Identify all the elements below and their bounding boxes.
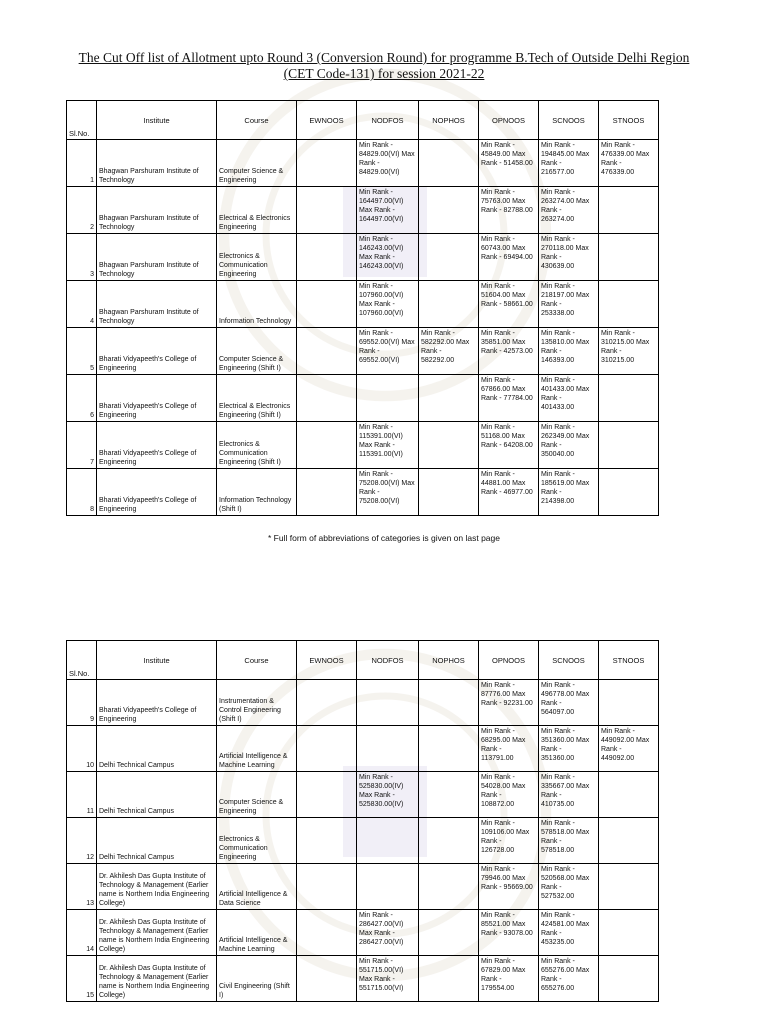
column-header-course: Course	[217, 101, 297, 140]
cell-institute: Bharati Vidyapeeth's College of Engineering	[97, 680, 217, 726]
cell-ewnoos	[297, 772, 357, 818]
cell-course: Electronics & Communication Engineering	[217, 234, 297, 281]
cell-nodfos: Min Rank - 551715.00(VI) Max Rank - 551715.00(VI)	[357, 956, 419, 1002]
cell-nophos	[419, 680, 479, 726]
table-row	[67, 818, 659, 864]
table-row	[67, 956, 659, 1002]
cell-sl: 1	[67, 140, 97, 187]
cell-opnoos: Min Rank - 87776.00 Max Rank - 92231.00	[479, 680, 539, 726]
cell-nodfos	[357, 680, 419, 726]
column-header-stnoos: STNOOS	[599, 101, 659, 140]
cell-nophos	[419, 187, 479, 234]
column-header-opnoos: OPNOOS	[479, 101, 539, 140]
cell-opnoos: Min Rank - 109106.00 Max Rank - 126728.00	[479, 818, 539, 864]
cell-scnoos: Min Rank - 424581.00 Max Rank - 453235.00	[539, 910, 599, 956]
cell-opnoos: Min Rank - 68295.00 Max Rank - 113791.00	[479, 726, 539, 772]
cell-scnoos: Min Rank - 401433.00 Max Rank - 401433.00	[539, 375, 599, 422]
cell-institute: Delhi Technical Campus	[97, 818, 217, 864]
title-line-1: The Cut Off list of Allotment upto Round 3 (Conversion Round) for programme B.Tech of Outside Delhi Region	[78, 50, 690, 65]
cell-stnoos	[599, 375, 659, 422]
table-row	[67, 864, 659, 910]
cell-course: Information Technology	[217, 281, 297, 328]
cell-sl: 15	[67, 956, 97, 1002]
cell-sl: 7	[67, 422, 97, 469]
cell-scnoos: Min Rank - 270118.00 Max Rank - 430639.00	[539, 234, 599, 281]
cell-scnoos: Min Rank - 185619.00 Max Rank - 214398.00	[539, 469, 599, 516]
cell-nodfos	[357, 818, 419, 864]
cell-institute: Bharati Vidyapeeth's College of Engineering	[97, 328, 217, 375]
cell-stnoos	[599, 234, 659, 281]
column-header-institute: Institute	[97, 641, 217, 680]
cell-nodfos: Min Rank - 164497.00(VI) Max Rank - 164497.00(VI)	[357, 187, 419, 234]
column-header-stnoos: STNOOS	[599, 641, 659, 680]
cell-opnoos: Min Rank - 75763.00 Max Rank - 82788.00	[479, 187, 539, 234]
cell-opnoos: Min Rank - 60743.00 Max Rank - 69494.00	[479, 234, 539, 281]
cell-opnoos: Min Rank - 79946.00 Max Rank - 95669.00	[479, 864, 539, 910]
cell-opnoos: Min Rank - 51168.00 Max Rank - 64208.00	[479, 422, 539, 469]
cell-nophos	[419, 422, 479, 469]
cell-scnoos: Min Rank - 262349.00 Max Rank - 350040.00	[539, 422, 599, 469]
cell-scnoos: Min Rank - 578518.00 Max Rank - 578518.00	[539, 818, 599, 864]
cell-stnoos	[599, 281, 659, 328]
cell-opnoos: Min Rank - 35851.00 Max Rank - 42573.00	[479, 328, 539, 375]
cell-institute: Dr. Akhilesh Das Gupta Institute of Technology & Management (Earlier name is Northern India Engineering College)	[97, 910, 217, 956]
cell-ewnoos	[297, 375, 357, 422]
cell-stnoos: Min Rank - 310215.00 Max Rank - 310215.00	[599, 328, 659, 375]
column-header-scnoos: SCNOOS	[539, 641, 599, 680]
cell-scnoos: Min Rank - 135810.00 Max Rank - 146393.00	[539, 328, 599, 375]
cell-sl: 5	[67, 328, 97, 375]
cell-course: Electrical & Electronics Engineering	[217, 187, 297, 234]
table-row	[67, 187, 659, 234]
cell-sl: 14	[67, 910, 97, 956]
cell-sl: 3	[67, 234, 97, 281]
cell-opnoos: Min Rank - 67866.00 Max Rank - 77784.00	[479, 375, 539, 422]
cell-ewnoos	[297, 234, 357, 281]
footnote: * Full form of abbreviations of categories is given on last page	[268, 533, 500, 543]
cell-sl: 4	[67, 281, 97, 328]
cell-nophos	[419, 818, 479, 864]
cell-ewnoos	[297, 680, 357, 726]
cell-opnoos: Min Rank - 54028.00 Max Rank - 108872.00	[479, 772, 539, 818]
cell-institute: Bhagwan Parshuram Institute of Technology	[97, 281, 217, 328]
cell-institute: Delhi Technical Campus	[97, 772, 217, 818]
cell-sl: 2	[67, 187, 97, 234]
table-row	[67, 422, 659, 469]
cell-scnoos: Min Rank - 520568.00 Max Rank - 527532.00	[539, 864, 599, 910]
cell-nodfos: Min Rank - 525830.00(IV) Max Rank - 525830.00(IV)	[357, 772, 419, 818]
cell-stnoos	[599, 187, 659, 234]
cell-nophos	[419, 234, 479, 281]
cell-nodfos: Min Rank - 146243.00(VI) Max Rank - 146243.00(VI)	[357, 234, 419, 281]
cell-sl: 9	[67, 680, 97, 726]
cell-ewnoos	[297, 910, 357, 956]
cell-course: Electronics & Communication Engineering (Shift I)	[217, 422, 297, 469]
cell-ewnoos	[297, 469, 357, 516]
cell-course: Information Technology (Shift I)	[217, 469, 297, 516]
cell-sl: 11	[67, 772, 97, 818]
cell-nodfos: Min Rank - 84829.00(VI) Max Rank - 84829.00(VI)	[357, 140, 419, 187]
cell-opnoos: Min Rank - 85521.00 Max Rank - 93078.00	[479, 910, 539, 956]
table-row	[67, 328, 659, 375]
cell-stnoos	[599, 910, 659, 956]
table-row	[67, 680, 659, 726]
cell-ewnoos	[297, 956, 357, 1002]
cell-nophos	[419, 375, 479, 422]
cell-stnoos	[599, 680, 659, 726]
cell-course: Artificial Intelligence & Machine Learning	[217, 910, 297, 956]
cell-nophos	[419, 281, 479, 328]
table-row	[67, 772, 659, 818]
cell-nodfos	[357, 864, 419, 910]
cell-course: Computer Science & Engineering (Shift I)	[217, 328, 297, 375]
column-header-sl: Sl.No.	[67, 641, 97, 680]
cell-scnoos: Min Rank - 263274.00 Max Rank - 263274.00	[539, 187, 599, 234]
cell-course: Electronics & Communication Engineering	[217, 818, 297, 864]
cell-nodfos: Min Rank - 75208.00(VI) Max Rank - 75208.00(VI)	[357, 469, 419, 516]
table-row	[67, 140, 659, 187]
cell-sl: 10	[67, 726, 97, 772]
cell-nophos	[419, 469, 479, 516]
cell-scnoos: Min Rank - 218197.00 Max Rank - 253338.00	[539, 281, 599, 328]
cell-nophos	[419, 772, 479, 818]
cell-nophos	[419, 910, 479, 956]
cell-sl: 6	[67, 375, 97, 422]
cell-stnoos	[599, 818, 659, 864]
cell-stnoos	[599, 469, 659, 516]
column-header-nodfos: NODFOS	[357, 101, 419, 140]
column-header-scnoos: SCNOOS	[539, 101, 599, 140]
cell-institute: Bharati Vidyapeeth's College of Engineering	[97, 469, 217, 516]
cell-sl: 12	[67, 818, 97, 864]
cell-opnoos: Min Rank - 51604.00 Max Rank - 58661.00	[479, 281, 539, 328]
column-header-course: Course	[217, 641, 297, 680]
cell-ewnoos	[297, 726, 357, 772]
cell-stnoos: Min Rank - 476339.00 Max Rank - 476339.00	[599, 140, 659, 187]
cell-scnoos: Min Rank - 496778.00 Max Rank - 564097.00	[539, 680, 599, 726]
cell-nodfos: Min Rank - 69552.00(VI) Max Rank - 69552.00(VI)	[357, 328, 419, 375]
cell-ewnoos	[297, 281, 357, 328]
cell-ewnoos	[297, 422, 357, 469]
cell-course: Computer Science & Engineering	[217, 772, 297, 818]
cell-scnoos: Min Rank - 655276.00 Max Rank - 655276.00	[539, 956, 599, 1002]
cell-nophos	[419, 140, 479, 187]
cell-ewnoos	[297, 140, 357, 187]
cell-scnoos: Min Rank - 351360.00 Max Rank - 351360.00	[539, 726, 599, 772]
cell-course: Civil Engineering (Shift I)	[217, 956, 297, 1002]
cell-ewnoos	[297, 818, 357, 864]
cell-nodfos: Min Rank - 115391.00(VI) Max Rank - 115391.00(VI)	[357, 422, 419, 469]
cell-opnoos: Min Rank - 45849.00 Max Rank - 51458.00	[479, 140, 539, 187]
column-header-ewnoos: EWNOOS	[297, 101, 357, 140]
cell-stnoos	[599, 956, 659, 1002]
cell-nodfos	[357, 726, 419, 772]
column-header-opnoos: OPNOOS	[479, 641, 539, 680]
cell-nodfos	[357, 375, 419, 422]
cell-institute: Bhagwan Parshuram Institute of Technology	[97, 140, 217, 187]
cell-scnoos: Min Rank - 335667.00 Max Rank - 410735.00	[539, 772, 599, 818]
cutoff-table-1	[66, 100, 659, 516]
cell-stnoos	[599, 422, 659, 469]
cell-course: Artificial Intelligence & Machine Learning	[217, 726, 297, 772]
cell-course: Instrumentation & Control Engineering (Shift I)	[217, 680, 297, 726]
column-header-sl: Sl.No.	[67, 101, 97, 140]
cell-nodfos: Min Rank - 286427.00(VI) Max Rank - 286427.00(VI)	[357, 910, 419, 956]
cell-nophos	[419, 864, 479, 910]
cell-institute: Bharati Vidyapeeth's College of Engineering	[97, 422, 217, 469]
cell-course: Artificial Intelligence & Data Science	[217, 864, 297, 910]
cell-nophos	[419, 956, 479, 1002]
cell-ewnoos	[297, 864, 357, 910]
table-row	[67, 234, 659, 281]
cell-sl: 8	[67, 469, 97, 516]
cell-institute: Dr. Akhilesh Das Gupta Institute of Technology & Management (Earlier name is Northern India Engineering College)	[97, 864, 217, 910]
cell-nodfos: Min Rank - 107960.00(VI) Max Rank - 107960.00(VI)	[357, 281, 419, 328]
document-title	[40, 50, 728, 82]
table-row	[67, 910, 659, 956]
table-header-row	[67, 101, 659, 140]
cell-nophos	[419, 726, 479, 772]
column-header-nophos: NOPHOS	[419, 101, 479, 140]
cell-stnoos: Min Rank - 449092.00 Max Rank - 449092.00	[599, 726, 659, 772]
cell-course: Electrical & Electronics Engineering (Shift I)	[217, 375, 297, 422]
cell-opnoos: Min Rank - 44881.00 Max Rank - 46977.00	[479, 469, 539, 516]
column-header-ewnoos: EWNOOS	[297, 641, 357, 680]
cutoff-table-2	[66, 640, 659, 1002]
column-header-institute: Institute	[97, 101, 217, 140]
cell-institute: Dr. Akhilesh Das Gupta Institute of Technology & Management (Earlier name is Northern India Engineering College)	[97, 956, 217, 1002]
title-line-2: (CET Code-131) for session 2021-22	[283, 66, 485, 81]
table-row	[67, 469, 659, 516]
cell-nophos: Min Rank - 582292.00 Max Rank - 582292.00	[419, 328, 479, 375]
cell-sl: 13	[67, 864, 97, 910]
cell-institute: Bhagwan Parshuram Institute of Technology	[97, 187, 217, 234]
column-header-nodfos: NODFOS	[357, 641, 419, 680]
column-header-nophos: NOPHOS	[419, 641, 479, 680]
table-row	[67, 375, 659, 422]
cell-institute: Delhi Technical Campus	[97, 726, 217, 772]
table-row	[67, 281, 659, 328]
cell-institute: Bharati Vidyapeeth's College of Engineering	[97, 375, 217, 422]
cell-scnoos: Min Rank - 194845.00 Max Rank - 216577.00	[539, 140, 599, 187]
cell-ewnoos	[297, 187, 357, 234]
cell-stnoos	[599, 772, 659, 818]
cell-institute: Bhagwan Parshuram Institute of Technology	[97, 234, 217, 281]
cell-stnoos	[599, 864, 659, 910]
cell-ewnoos	[297, 328, 357, 375]
table-row	[67, 726, 659, 772]
table-header-row	[67, 641, 659, 680]
cell-opnoos: Min Rank - 67829.00 Max Rank - 179554.00	[479, 956, 539, 1002]
cell-course: Computer Science & Engineering	[217, 140, 297, 187]
